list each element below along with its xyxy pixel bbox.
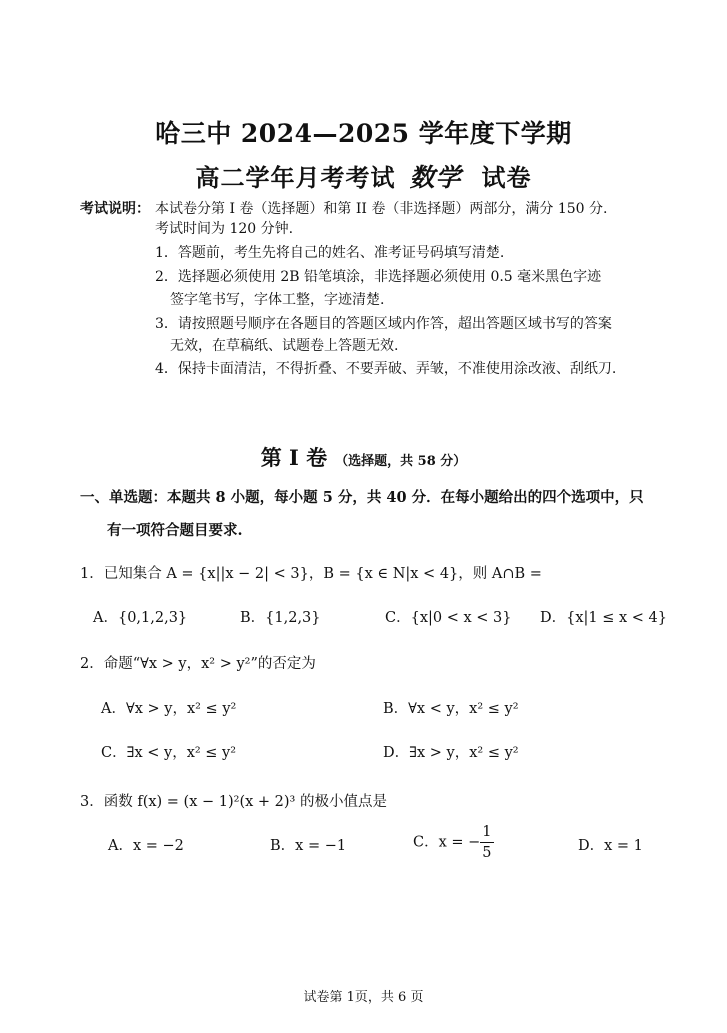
exam-title-grade: 高二学年月考考试 xyxy=(195,163,396,192)
fraction-numerator: 1 xyxy=(480,822,493,843)
instructions-item3a: 3．请按照题号顺序在各题目的答题区域内作答，超出答题区域书写的答案 xyxy=(155,316,612,332)
part1-heading-line2: 有一项符合题目要求. xyxy=(107,522,243,539)
question-3-option-c xyxy=(413,822,494,863)
instructions-item3b: 无效，在草稿纸、试题卷上答题无效. xyxy=(170,338,399,354)
part1-heading-line1: 一、单选题：本题共 8 小题，每小题 5 分，共 40 分．在每小题给出的四个选项中，只 xyxy=(80,489,644,506)
question-3-option-b: B．x = −1 xyxy=(270,838,347,854)
section-title xyxy=(0,442,727,472)
question-3-option-c-prefix: C．x = − xyxy=(413,834,481,851)
fraction-denominator: 5 xyxy=(482,845,492,861)
section-title-main: 第 I 卷 xyxy=(260,445,328,470)
instructions-line1: 本试卷分第 I 卷（选择题）和第 II 卷（非选择题）两部分，满分 150 分. xyxy=(155,201,608,217)
instructions-item2a: 2．选择题必须使用 2B 铅笔填涂，非选择题必须使用 0.5 毫米黑色字迹 xyxy=(155,269,602,285)
question-2-option-c: C．∃x < y，x² ≤ y² xyxy=(101,745,237,761)
question-2-stem: 2．命题“∀x > y，x² > y²”的否定为 xyxy=(80,656,316,672)
question-3-option-d: D．x = 1 xyxy=(578,838,643,854)
question-1-option-d: D．{x|1 ≤ x < 4} xyxy=(540,610,668,626)
exam-subject: 数学 xyxy=(409,163,462,192)
question-3-option-c-fraction xyxy=(480,822,493,863)
instructions-head: 考试说明： xyxy=(80,201,150,217)
page-footer: 试卷第 1页，共 6 页 xyxy=(303,990,424,1005)
exam-title-line1: 哈三中 2024—2025 学年度下学期 xyxy=(155,119,572,148)
exam-title-paper: 试卷 xyxy=(481,163,532,192)
question-3-option-a: A．x = −2 xyxy=(108,838,184,854)
question-1-option-b: B．{1,2,3} xyxy=(240,610,321,626)
question-1-option-c: C．{x|0 < x < 3} xyxy=(385,610,512,626)
instructions-line2: 考试时间为 120 分钟. xyxy=(155,221,294,237)
question-1-option-a: A．{0,1,2,3} xyxy=(93,610,188,626)
instructions-item2b: 签字笔书写，字体工整，字迹清楚. xyxy=(170,292,385,308)
question-2-option-d: D．∃x > y，x² ≤ y² xyxy=(383,745,519,761)
exam-title-line2 xyxy=(0,158,727,194)
instructions-item4: 4．保持卡面清洁，不得折叠、不要弄破、弄皱，不准使用涂改液、刮纸刀. xyxy=(155,361,617,377)
question-3-stem: 3．函数 f(x) = (x − 1)²(x + 2)³ 的极小值点是 xyxy=(80,794,387,810)
question-1-stem: 1．已知集合 A = {x||x − 2| < 3}，B = {x ∈ N|x < 4}，则 A∩B = xyxy=(80,566,542,582)
instructions-item1: 1．答题前，考生先将自己的姓名、准考证号码填写清楚. xyxy=(155,245,505,261)
question-2-option-b: B．∀x < y，x² ≤ y² xyxy=(383,701,519,717)
question-2-option-a: A．∀x > y，x² ≤ y² xyxy=(101,701,237,717)
section-subtitle: （选择题，共 58 分） xyxy=(335,454,467,469)
